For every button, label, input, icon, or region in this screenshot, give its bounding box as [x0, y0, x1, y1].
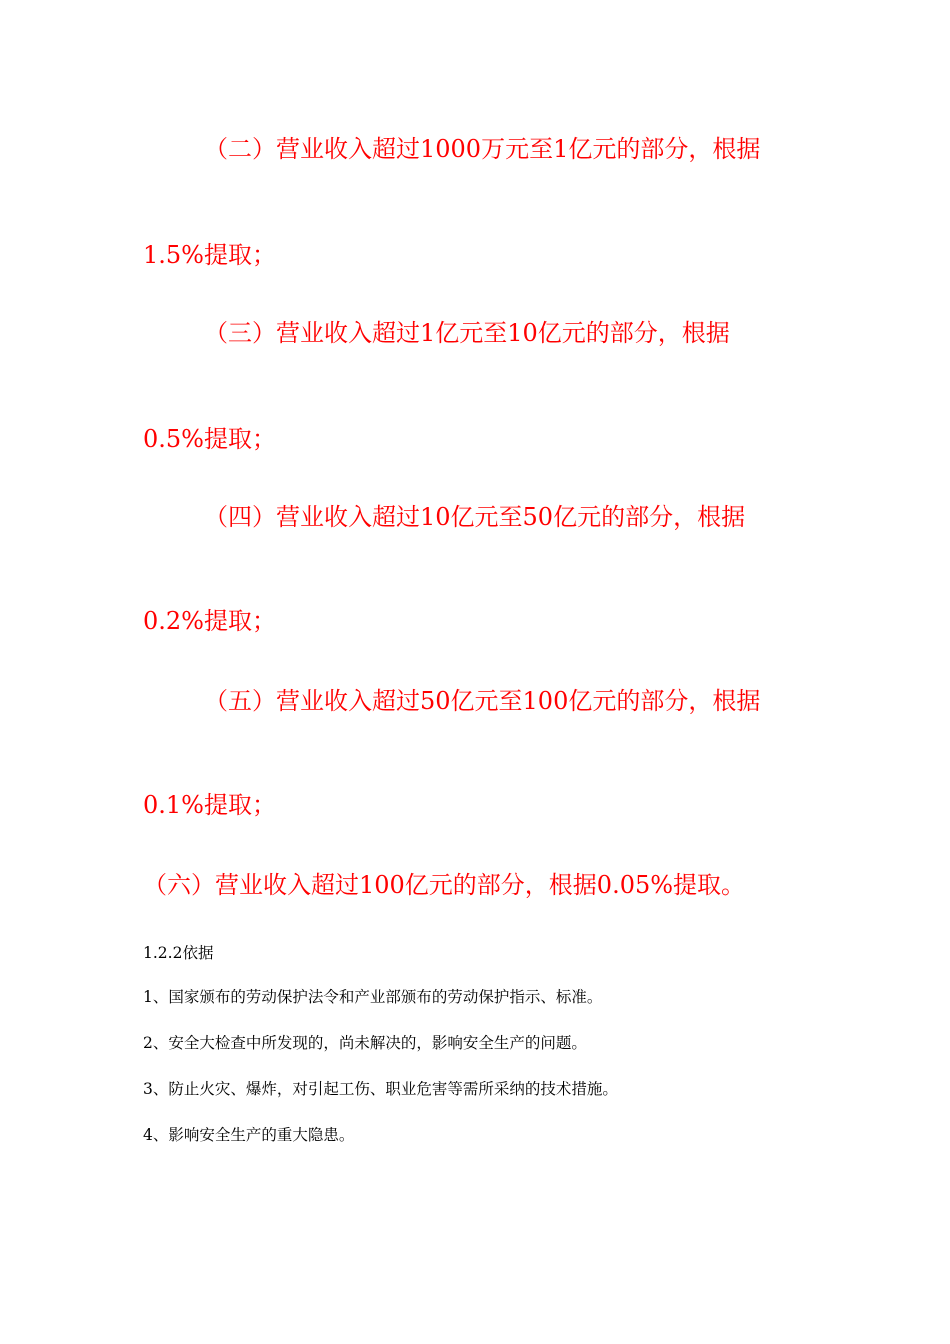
section-heading: 1.2.2依据 [143, 944, 214, 962]
basis-item-4: 4、影响安全生产的重大隐患。 [143, 1126, 355, 1144]
red-item-2-line-2: 1.5%提取； [143, 241, 276, 269]
red-item-2-line-1: （二）营业收入超过1000万元至1亿元的部分，根据 [204, 135, 761, 163]
red-item-6: （六）营业收入超过100亿元的部分，根据0.05%提取。 [143, 871, 746, 899]
red-item-4-line-2: 0.2%提取； [143, 607, 276, 635]
basis-item-1: 1、国家颁布的劳动保护法令和产业部颁布的劳动保护指示、标准。 [143, 988, 603, 1006]
basis-item-2: 2、安全大检查中所发现的，尚未解决的，影响安全生产的问题。 [143, 1034, 587, 1052]
red-item-5-line-1: （五）营业收入超过50亿元至100亿元的部分，根据 [204, 687, 761, 715]
red-item-4-line-1: （四）营业收入超过10亿元至50亿元的部分，根据 [204, 503, 746, 531]
red-item-3-line-2: 0.5%提取； [143, 425, 276, 453]
red-item-3-line-1: （三）营业收入超过1亿元至10亿元的部分，根据 [204, 319, 730, 347]
red-item-5-line-2: 0.1%提取； [143, 791, 276, 819]
basis-item-3: 3、防止火灾、爆炸，对引起工伤、职业危害等需所采纳的技术措施。 [143, 1080, 618, 1098]
